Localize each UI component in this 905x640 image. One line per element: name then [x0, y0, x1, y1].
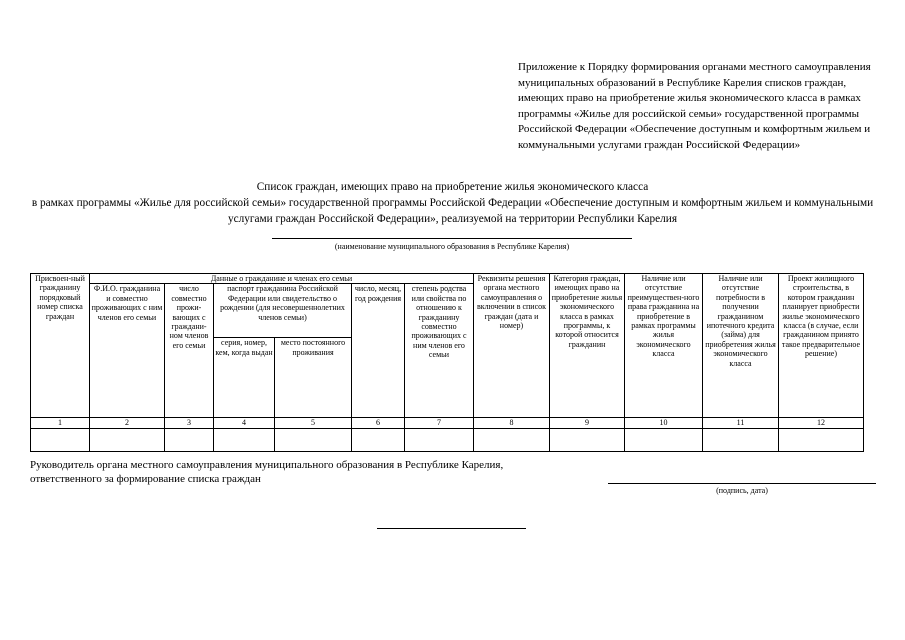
table-row: [31, 428, 864, 451]
column-number: 6: [352, 418, 405, 428]
column-number: 12: [779, 418, 864, 428]
header-col-9: Категория граждан, имеющих право на приобретение жилья экономического класса в рамках программы, к которой относится гражданин: [550, 274, 625, 418]
column-number: 4: [214, 418, 275, 428]
column-number: 5: [275, 418, 352, 428]
column-number: 1: [31, 418, 90, 428]
header-col-5: место постоянного проживания: [275, 338, 352, 418]
column-number: 9: [550, 418, 625, 428]
footer-line-1: Руководитель органа местного самоуправления муниципального образования в Республике Карелия,: [30, 459, 504, 471]
header-col-4: серия, номер, кем, когда выдан: [214, 338, 275, 418]
bottom-divider: [377, 528, 526, 529]
header-col-11: Наличие или отсутствие потребности в получении гражданином ипотечного кредита (займа) для приобретения жилья экономического класса: [703, 274, 779, 418]
table-cell[interactable]: [165, 428, 214, 451]
table-cell[interactable]: [474, 428, 550, 451]
signature-caption: (подпись, дата): [716, 486, 768, 495]
table-cell[interactable]: [31, 428, 90, 451]
header-col-8: Реквизиты решения органа местного самоуправления о включении в список граждан (дата и номер): [474, 274, 550, 418]
header-col-7: степень родства или свойства по отношению к гражданину совместно проживающих с ним членов его семьи: [405, 284, 474, 418]
table-cell[interactable]: [703, 428, 779, 451]
title-line-1: Список граждан, имеющих право на приобретение жилья экономического класса: [256, 181, 649, 193]
column-number: 11: [703, 418, 779, 428]
header-col-3: число совместно прожи-вающих с граждани-ном членов его семьи: [165, 284, 214, 418]
table-cell[interactable]: [275, 428, 352, 451]
column-number: 7: [405, 418, 474, 428]
table-cell[interactable]: [90, 428, 165, 451]
header-col-2: Ф.И.О. гражданина и совместно проживающих с ним членов его семьи: [90, 284, 165, 418]
column-number: 2: [90, 418, 165, 428]
header-col-10: Наличие или отсутствие преимуществен-ного права гражданина на приобретение в рамках программы жилья экономического класса: [625, 274, 703, 418]
table-cell[interactable]: [405, 428, 474, 451]
head-signature-block: [30, 459, 590, 486]
header-col-12: Проект жилищного строительства, в котором гражданин планирует приобрести жилье экономического класса (в случае, если гражданином принято такое предварительное решение): [779, 274, 864, 418]
footer-line-2: ответственного за формирование списка граждан: [30, 472, 261, 485]
column-number: 10: [625, 418, 703, 428]
title-line-2: в рамках программы «Жилье для российской семьи» государственной программы Российской Федерации «Обеспечение доступным и комфортным жильем и коммунальными услугами граждан Российской Федерации», реализуемой на территории Республики Карелия: [31, 197, 874, 225]
table-cell[interactable]: [625, 428, 703, 451]
document-title: [20, 179, 885, 227]
table-cell[interactable]: [352, 428, 405, 451]
citizens-list-table: [30, 273, 864, 452]
header-passport: паспорт гражданина Российской Федерации или свидетельство о рождении (для несовершеннолетних членов семьи): [214, 284, 352, 338]
header-col-1: Присвоен-ный гражданину порядковый номер списка граждан: [31, 274, 90, 418]
table-cell[interactable]: [214, 428, 275, 451]
header-family-data: Данные о гражданине и членах его семьи: [90, 274, 474, 284]
header-col-6: число, месяц, год рождения: [352, 284, 405, 418]
table-cell[interactable]: [779, 428, 864, 451]
appendix-note: Приложение к Порядку формирования органами местного самоуправления муниципальных образований в Республике Карелия списков граждан, имеющих право на приобретение жилья экономического класса в рамках программы «Жилье для российской семьи» государственной программы Российской Федерации «Обеспечение доступным и комфортным жильем и коммунальными услугами граждан Российской Федерации»: [518, 61, 871, 151]
column-number: 3: [165, 418, 214, 428]
municipality-caption: (наименование муниципального образования в Республике Карелия): [334, 242, 570, 251]
municipality-underline: [272, 238, 632, 239]
signature-line: [608, 483, 876, 484]
table-cell[interactable]: [550, 428, 625, 451]
column-number: 8: [474, 418, 550, 428]
